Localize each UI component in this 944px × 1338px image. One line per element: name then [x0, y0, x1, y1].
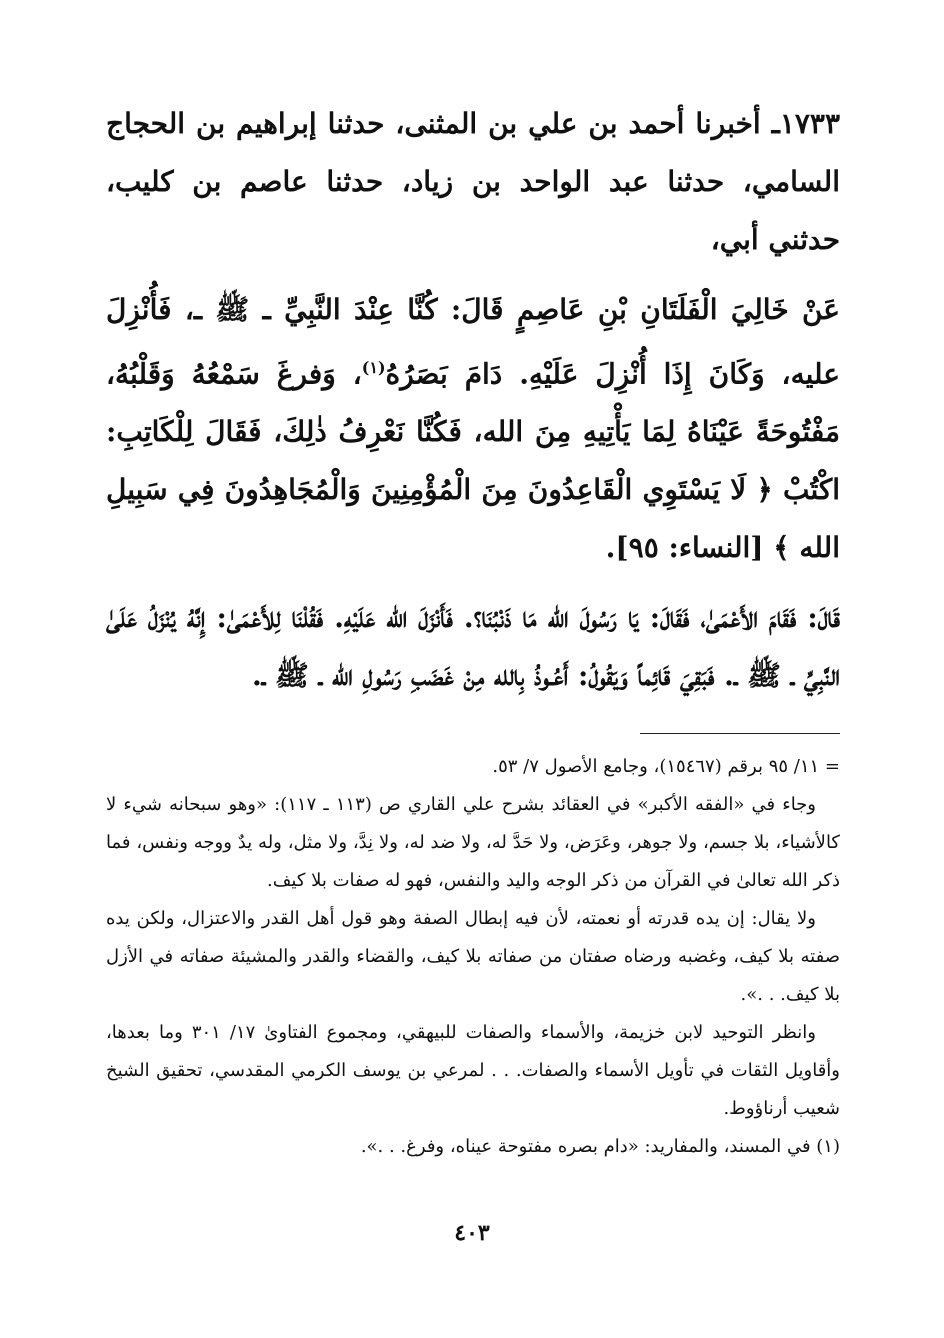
footnote-la-yuqal: ولا يقال: إن يده قدرته أو نعمته، لأن فيه إبطال الصفة وهو قول أهل القدر والاعتزال، ولكن يده صفته بلا كيف، وغضبه ورضاه صفتان من صفاته بلا كيف، والقضاء والقدر والمشيئة صفاته في الأزل بلا كيف. . .».: [106, 908, 840, 1006]
footnote-1: (١) في المسند، والمفاريد: «دام بصره مفتوحة عيناه، وفرغ. . .».: [360, 1136, 840, 1158]
page-number: ٤٠٣: [454, 1220, 490, 1246]
hadith-number: ١٧٣٣: [779, 107, 840, 140]
matn-text-b: ، وَفرغَ سَمْعُهُ وَقَلْبُهُ، مَفْتُوحَةً عَيْنَاهُ لِمَا يَأْتِيهِ مِنَ الله، فَكُنَّا نَعْرِفُ ذٰلِكَ، فَقَالَ لِلْكَاتِبِ: اكْتُبْ ﴿ لَا يَسْتَوِي الْقَاعِدُونَ مِنَ الْمُؤْمِنِينَ وَالْمُجَاهِدُونَ فِي سَبِيلِ الله ﴾ [النساء: ٩٥].: [106, 357, 840, 565]
matn-text-a: عَنْ خَالِيَ الْفَلَتَانِ بْنِ عَاصِمٍ قَالَ: كُنَّا عِنْدَ النَّبِيِّ ـ ﷺ ـ، فَأُنْزِلَ عليه، وَكَانَ إِذَا أُنْزِلَ عَلَيْهِ. دَامَ بَصَرُهُ: [106, 293, 841, 391]
isnad-text: ـ أخبرنا أحمد بن علي بن المثنى، حدثنا إبراهيم بن الحجاج السامي، حدثنا عبد الواحد بن زياد، حدثنا عاصم بن كليب، حدثني أبي،: [106, 107, 840, 256]
footnotes: [106, 748, 840, 1166]
footnote-continued: = ١١/ ٩٥ برقم (١٥٤٦٧)، وجامع الأصول ٧/ ٥٣.: [492, 756, 840, 778]
matn-paragraph-1: [106, 281, 840, 577]
hadith-isnad: [106, 95, 840, 269]
matn-paragraph-2: قَالَ: فَقَامَ الأَعْمَىٰ، فَقَالَ: يَا رَسُولَ الله مَا ذَنْبُنَا؟. فَأَنْزَلَ الله عَلَيْهِ. فَقُلْنَا لِلأَعْمَىٰ: إِنَّهُ يُنْزَلُ عَلَىٰ النَّبِيِّ ـ ﷺ ـ. فَبَقِيَ قَائِماً وَيَقُولُ: أَعُـوذُ بِالله مِنْ غَضَبِ رَسُولِ الله ـ ﷺ ـ.: [106, 601, 840, 693]
footnote-marker: (١): [361, 358, 386, 377]
footnote-fiqh-akbar: وجاء في «الفقه الأكبر» في العقائد بشرح علي القاري ص (١١٣ ـ ١١٧): «وهو سبحانه شيء لا كالأشياء، بلا جسم، ولا جوهر، وعَرَض، ولا حَدَّ له، ولا ضد له، ولا نِدَّ، ولا مثل، وله يدٌ ووجه ونفس، فما ذكر الله تعالىٰ في القرآن من ذكر الوجه واليد والنفس، فهو له صفات بلا كيف.: [106, 794, 840, 892]
footnote-divider: [640, 733, 840, 734]
page-body: [106, 95, 840, 1166]
footnote-references: وانظر التوحيد لابن خزيمة، والأسماء والصفات للبيهقي، ومجموع الفتاوىٰ ١٧/ ٣٠١ وما بعدها، وأقاويل الثقات في تأويل الأسماء والصفات. . . لمرعي بن يوسف الكرمي المقدسي، تحقيق الشيخ شعيب أرناؤوط.: [106, 1022, 840, 1120]
hadith-matn: [106, 281, 840, 705]
